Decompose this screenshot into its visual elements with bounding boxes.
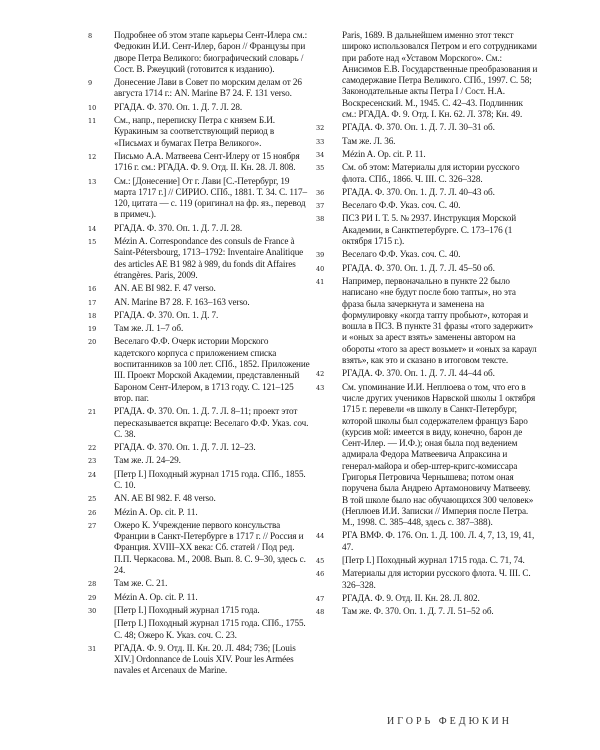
footnote-number: 42 [316, 370, 325, 379]
footnote [88, 297, 310, 308]
footnote-text: Paris, 1689. В дальнейшем именно этот текст широко использовался Петром и его сотрудниками при работе над «Уставом Морского». См.: Анисимов Е.В. Государственные преобразования и самодержавие Петра Великого. СПб., 1997. С. 58; Законодательные акты Петра I / Сост. Н.А. Воскресенский. М., 1945. С. 42–43. Подлинник см.: РГАДА. Ф. 9. Отд. I. Кн. 62. Л. 378; Кн. 49. [342, 30, 538, 120]
footnote-number: 10 [88, 103, 97, 112]
footnote-number: 48 [316, 608, 325, 617]
footnote-text: [Петр I.] Походный журнал 1715 года. СПб., 1855. С. 10. [114, 468, 306, 490]
footnote [88, 578, 310, 589]
footnote [316, 382, 538, 529]
footnote [88, 323, 310, 334]
footnote-number: 23 [88, 457, 97, 466]
footnote [88, 283, 310, 294]
footnote [316, 200, 538, 211]
footnote [316, 530, 538, 553]
footnote [316, 263, 538, 274]
footnote-text: РГАДА. Ф. 370. Оп. 1. Д. 7. [114, 309, 219, 320]
footnote-number: 22 [88, 444, 97, 453]
footnote [316, 122, 538, 133]
footnote [88, 442, 310, 453]
footnote-text: Mézin A. Op. cit. P. 11. [114, 506, 198, 517]
footnote [88, 406, 310, 440]
footnote [316, 368, 538, 379]
footnote-text: РГА ВМФ. Ф. 176. Оп. 1. Д. 100. Л. 4, 7, 13, 19, 41, 47. [342, 530, 535, 552]
footnote-text: Ожеро К. Учреждение первого консульства Франции в Санкт-Петербурге в 1717 г. // Россия и Франция. XVIII–XX века: Сб. статей / Под ред. П.П. Черкасова. М., 2008. Вып. 8. С. 9–30, здесь с. 24. [114, 519, 306, 576]
footnote-text: Материалы для истории русского флота. Ч. III. С. 326–328. [342, 568, 531, 590]
footnote [88, 469, 310, 492]
footnote-text: См. об этом: Материалы для истории русского флота. СПб., 1866. Ч. III. С. 326–328. [342, 162, 520, 184]
footnote [316, 187, 538, 198]
footnote-text: [Петр I.] Походный журнал 1715 года. СПб., 1755. С. 48; Ожеро К. Указ. соч. С. 23. [114, 618, 306, 640]
footnote-text: Например, первоначально в пункте 22 было написано «не будут после бою тапты», но эта фраза была зачеркнута и заменена на формулировку «когда тапту пробьют», которая и вошла в ПСЗ. В пункте 31 фразы «того задержит» и «оных за арест взять» заменены автором на обороты «того за арест возьмет» и «оных за караул взять», как это и сказано в итоговом тексте. [342, 275, 537, 366]
footnote [88, 592, 310, 603]
footnote [316, 568, 538, 591]
footnote-number: 35 [316, 164, 325, 173]
footnote-text: См. упоминание И.И. Неплюева о том, что его в числе других учеников Нарвской школы 1 октября 1715 г. перевели «в школу в Санкт-Петербург, которой школы был содержателем француз Баро (курсив мой: имеется в виду, конечно, барон де Сент-Илер. — И.Ф.); оная была под ведением адмирала Федора Матвеевича Апраксина и генерал-майора и обер-штер-кригс-комиссара Григорья Петровича Чернышева; потом оная поручена была Андрею Артамоновичу Матвееву. В той школе было нас обучающихся 300 человек» (Неплюев И.И. Записки // Империя после Петра. М., 1998. С. 385–448, здесь с. 387–388). [342, 381, 536, 528]
footnote-number: 28 [88, 580, 97, 589]
footnote-text: Там же. Л. 1–7 об. [114, 323, 184, 334]
footnote [88, 520, 310, 576]
footnote [88, 643, 310, 677]
footnote-number: 8 [88, 32, 93, 40]
footnote [88, 223, 310, 234]
footnote-number: 11 [88, 117, 97, 126]
footnote-number: 26 [88, 508, 97, 517]
footnote-text: Веселаго Ф.Ф. Указ. соч. С. 40. [342, 249, 461, 260]
footnote-number: 46 [316, 570, 325, 579]
footnote-number: 40 [316, 264, 325, 273]
footnote-number: 32 [316, 124, 325, 133]
footnote [88, 236, 310, 281]
footnote-text: Mézin A. Op. cit. P. 11. [114, 591, 198, 602]
footnotes-left-column [88, 30, 310, 679]
footnote-text: РГАДА. Ф. 9. Отд. II. Кн. 20. Л. 484; 736; [Louis XIV.] Ordonnance de Louis XIV. Pour les Armées navales et Arcenaux de Marine. [114, 642, 296, 676]
footnote-number: 13 [88, 177, 97, 186]
footnote-text: Донесение Лави в Совет по морским делам от 26 августа 1714 г.: AN. Marine B7 24. F. 131 verso. [114, 77, 302, 99]
footnote-text: РГАДА. Ф. 370. Оп. 1. Д. 7. Л. 8–11; проект этот пересказывается вкратце: Веселаго Ф.Ф. Указ. соч. С. 38. [114, 406, 309, 439]
footnote-text: См., напр., переписку Петра с князем Б.И. Куракиным за соответствующий период в «Письмах и бумагах Петра Великого». [114, 115, 275, 148]
footnote-number: 20 [88, 338, 97, 347]
footnote-text: РГАДА. Ф. 370. Оп. 1. Д. 7. Л. 30–31 об. [342, 122, 495, 133]
footnote [88, 77, 310, 100]
footnote [88, 115, 310, 149]
footnote-text: Там же. Л. 24–29. [114, 455, 181, 466]
footnote-number: 45 [316, 557, 325, 566]
footnote-text: РГАДА. Ф. 370. Оп. 1. Д. 7. Л. 12–23. [114, 442, 256, 453]
footnote-number: 34 [316, 150, 325, 159]
footnote [88, 455, 310, 466]
footnote-number: 19 [88, 325, 97, 334]
footnote-number: 37 [316, 202, 325, 211]
footnote-number: 38 [316, 215, 325, 224]
footnote-text: [Петр I.] Походный журнал 1715 года. С. 71, 74. [342, 555, 525, 566]
footnote-text: AN. AE BI 982. F. 48 verso. [114, 493, 216, 504]
footnote [316, 276, 538, 366]
footnote-text: Там же. Ф. 370. Оп. 1. Д. 7. Л. 51–52 об. [342, 606, 494, 617]
footnote-text: Подробнее об этом этапе карьеры Сент-Илера см.: Федюкин И.И. Сент-Илер, барон // Французы при дворе Петра Великого: биографический словарь / Сост. В. Ржеуцкий (готовится к изданию). [114, 30, 308, 74]
footnote-text: РГАДА. Ф. 370. Оп. 1. Д. 7. Л. 40–43 об. [342, 186, 495, 197]
footnote-number: 44 [316, 532, 325, 541]
footnote-number: 25 [88, 495, 97, 504]
footnote-number: 30 [88, 606, 97, 615]
footnote [88, 310, 310, 321]
footnote-continuation [316, 30, 538, 120]
footnote-text: РГАДА. Ф. 370. Оп. 1. Д. 7. Л. 45–50 об. [342, 262, 495, 273]
footnote [88, 30, 310, 75]
footnote [88, 618, 310, 641]
footnote-number: 27 [88, 521, 97, 530]
footnote-number: 12 [88, 152, 97, 161]
footnote [316, 555, 538, 566]
footnote-number: 39 [316, 251, 325, 260]
footnote [316, 213, 538, 247]
footnote-number: 43 [316, 383, 325, 392]
footnote-number: 14 [88, 224, 97, 233]
footnote-text: Веселаго Ф.Ф. Указ. соч. С. 40. [342, 200, 461, 211]
footnote-text: Mézin A. Correspondance des consuls de France à Saint-Pétersbourg, 1713–1792: Inventaire Analitique des articles AE B1 982 à 989, du fonds dit Affaires étrangères. Paris, 2009. [114, 236, 304, 280]
footnote-number: 29 [88, 593, 97, 602]
footnote-text: Там же. Л. 36. [342, 135, 396, 146]
footnote [316, 162, 538, 185]
footnote-number: 36 [316, 188, 325, 197]
footnote-number: 18 [88, 311, 97, 320]
footnote-text: Там же. С. 21. [114, 578, 168, 589]
footnote-number: 41 [316, 277, 325, 286]
footnote [316, 593, 538, 604]
footnote-number: 47 [316, 594, 325, 603]
footnote-number: 9 [88, 79, 93, 88]
footnote-text: См.: [Донесение] От г. Лави [С.-Петербург, 19 марта 1717 г.] // СИРИО. СПб., 1881. Т. 34. С. 117–120, цитата — с. 119 (оригинал на фр. яз., перевод в примеч.). [114, 175, 308, 220]
running-footer-author: ИГОРЬ ФЕДЮКИН [386, 716, 512, 727]
footnote-text: ПСЗ РИ I. Т. 5. № 2937. Инструкция Морской Академии, в Санктпетербурге. С. 173–176 (1 октября 1715 г.). [342, 213, 517, 247]
footnote-text: [Петр I.] Походный журнал 1715 года. [114, 604, 260, 615]
footnote-text: Письмо А.А. Матвеева Сент-Илеру от 15 ноября 1716 г. см.: РГАДА. Ф. 9. Отд. II. Кн. 28. Л. 808. [114, 150, 300, 173]
footnotes-right-column [316, 30, 538, 620]
footnote [88, 176, 310, 221]
footnote-text: AN. AE BI 982. F. 47 verso. [114, 283, 216, 294]
footnote-text: РГАДА. Ф. 370. Оп. 1. Д. 7. Л. 44–44 об. [342, 368, 495, 379]
footnote [88, 507, 310, 518]
footnote-number: 17 [88, 298, 97, 307]
footnote-number: 15 [88, 238, 97, 247]
footnote [316, 249, 538, 260]
footnote [88, 493, 310, 504]
footnote-text: Mézin A. Op. cit. P. 11. [342, 148, 426, 159]
footnote-number: 21 [88, 408, 97, 417]
footnote-text: AN. Marine B7 28. F. 163–163 verso. [114, 296, 250, 307]
footnote-text: РГАДА. Ф. 370. Оп. 1. Д. 7. Л. 28. [114, 222, 243, 233]
footnote [88, 336, 310, 404]
footnote-text: РГАДА. Ф. 9. Отд. II. Кн. 28. Л. 802. [342, 592, 480, 603]
footnote-text: Веселаго Ф.Ф. Очерк истории Морского кадетского корпуса с приложением списка воспитанников за 100 лет. СПб., 1852. Приложение III. Проект Морской Академии, представленный Бароном Сент-Илером, в 1713 году. С. 121–125 втор. паг. [114, 336, 310, 403]
footnote [316, 149, 538, 160]
footnote [316, 136, 538, 147]
footnote [88, 102, 310, 113]
footnote [316, 606, 538, 617]
footnote-number: 33 [316, 137, 325, 146]
footnote-number: 31 [88, 644, 97, 653]
footnote [88, 605, 310, 616]
footnote-text: РГАДА. Ф. 370. Оп. 1. Д. 7. Л. 28. [114, 101, 243, 112]
footnote-number: 24 [88, 470, 97, 479]
footnote-number: 16 [88, 285, 97, 294]
footnote [88, 151, 310, 174]
